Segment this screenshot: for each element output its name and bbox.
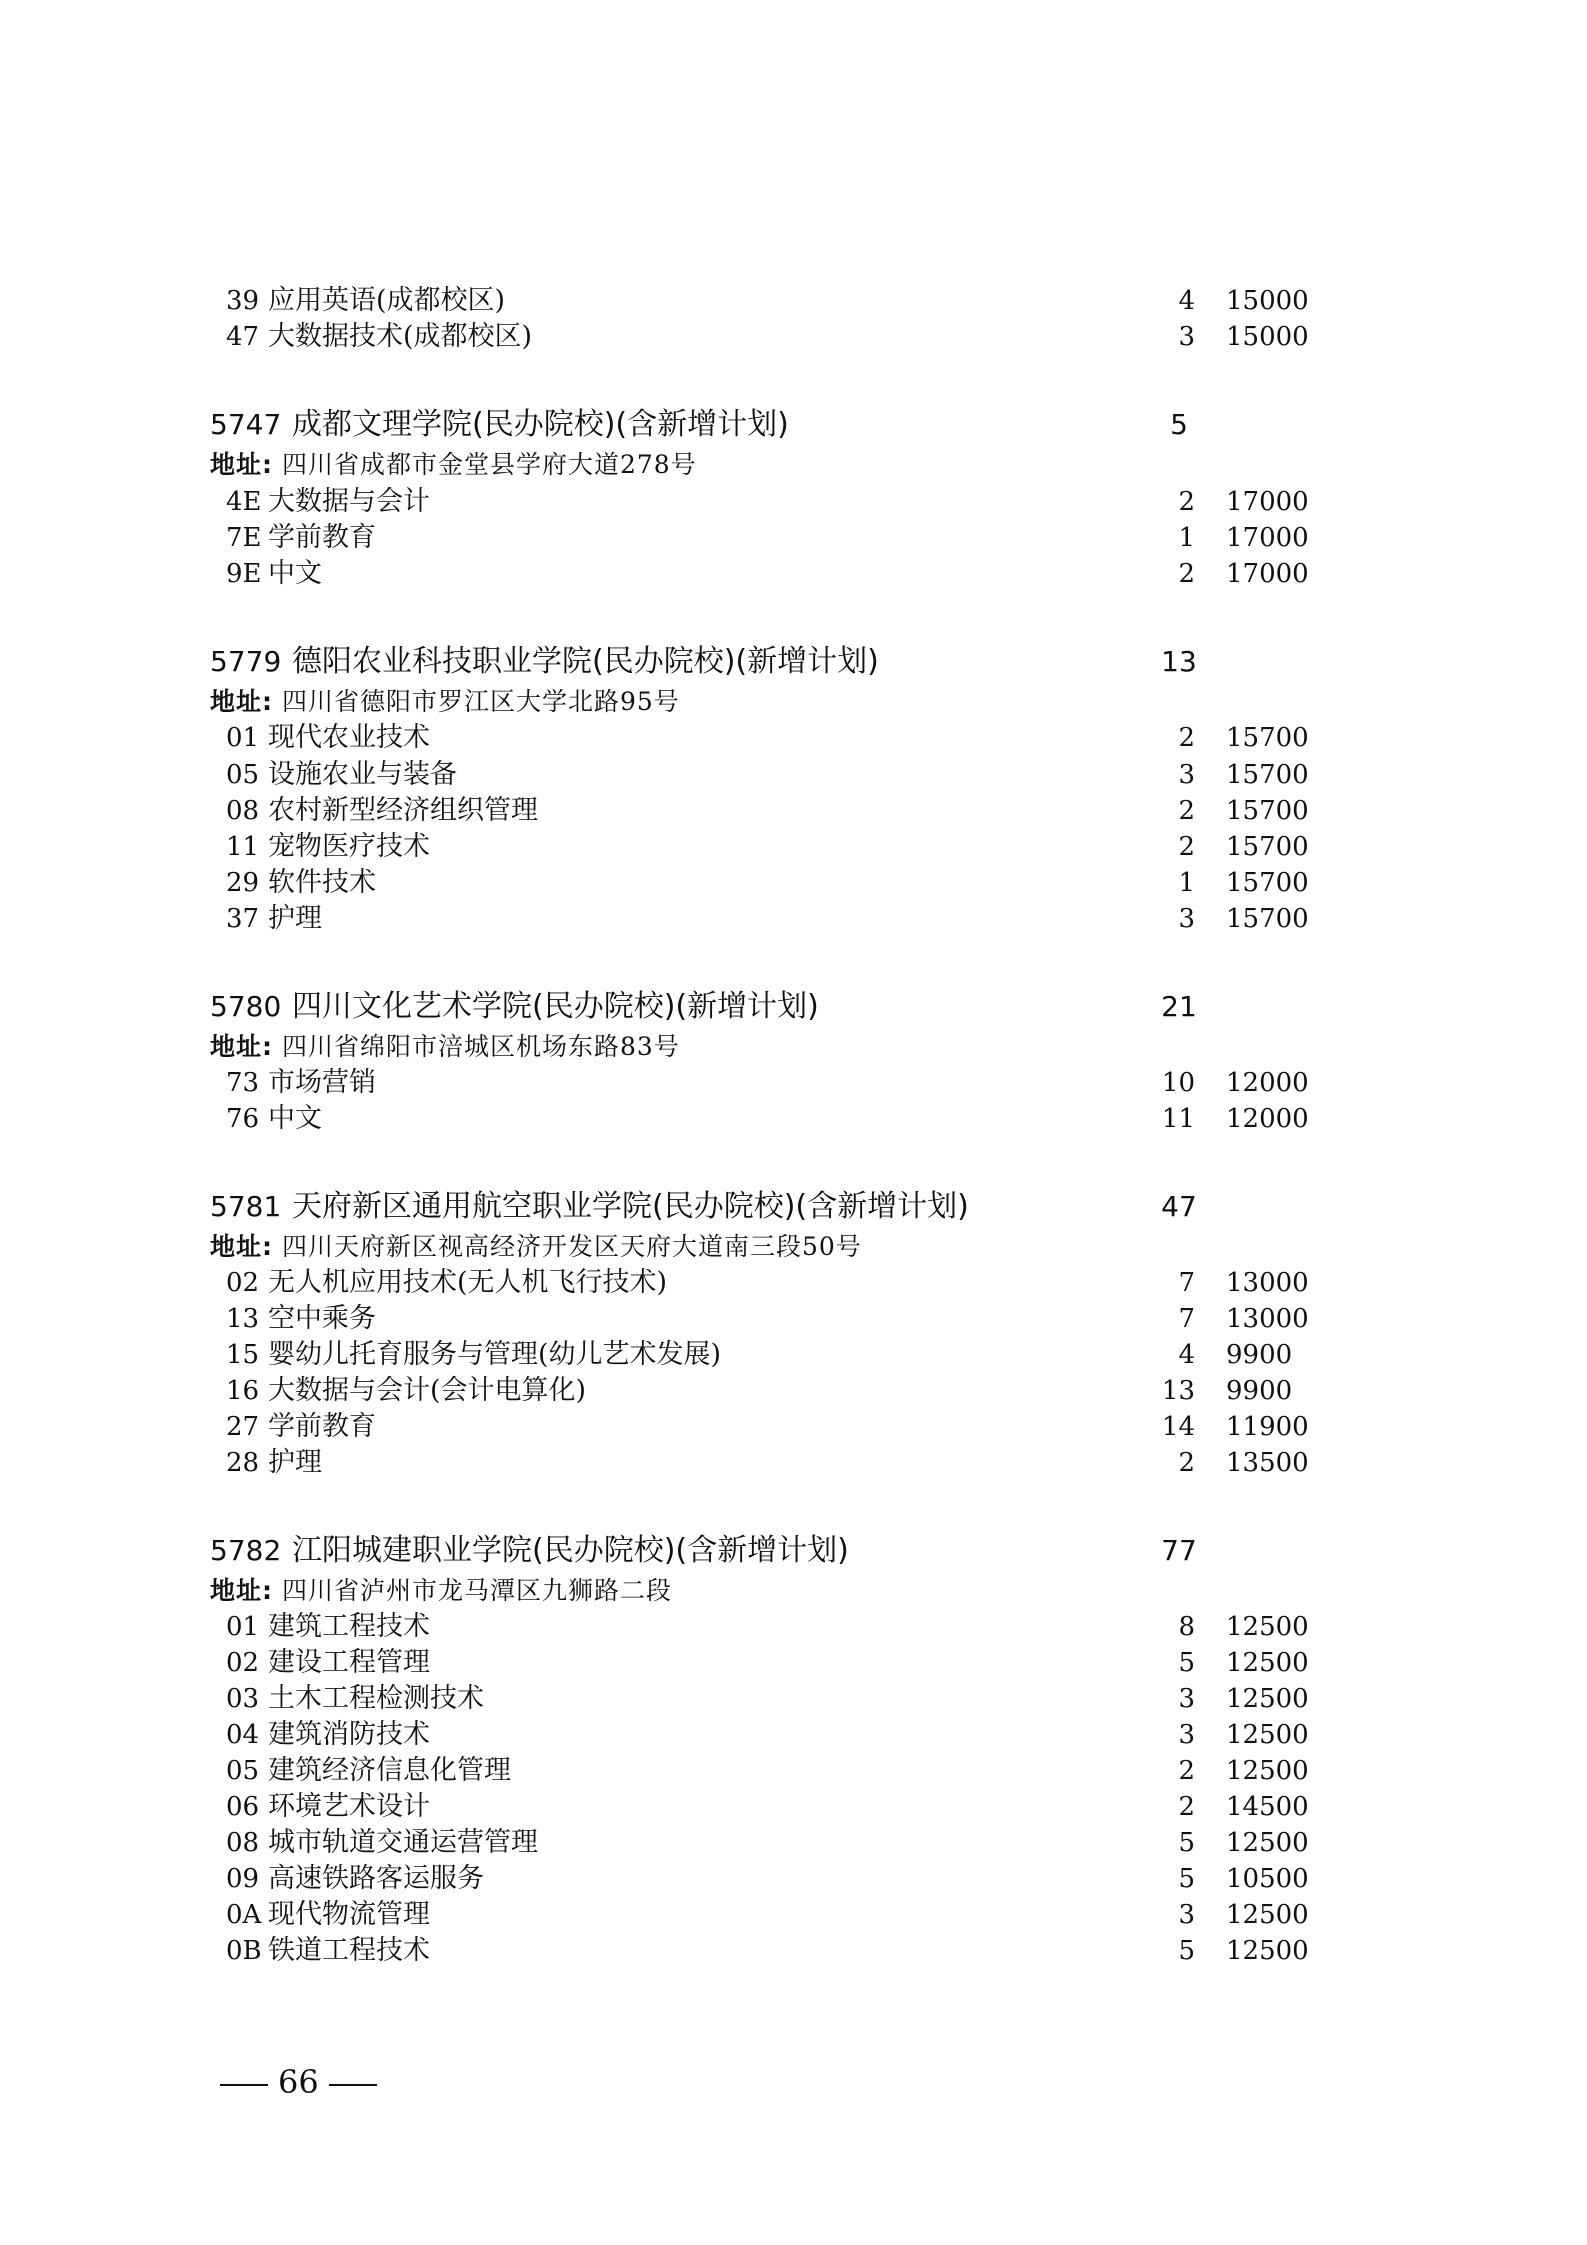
major-code: 28 (226, 1448, 260, 1478)
major-count: 3 (1178, 1720, 1195, 1750)
major-fee: 12500 (1226, 1828, 1309, 1858)
major-fee: 12500 (1226, 1936, 1309, 1966)
major-fee: 12500 (1226, 1900, 1309, 1930)
major-name: 环境艺术设计 (268, 1791, 430, 1822)
major-count: 7 (1178, 1304, 1195, 1334)
table-row (0, 1717, 1587, 1753)
school-name: 成都文理学院(民办院校)(含新增计划) (292, 407, 789, 442)
table-row (0, 520, 1587, 556)
major-count: 5 (1178, 1864, 1195, 1894)
major-code: 27 (226, 1412, 260, 1442)
major-code: 09 (226, 1864, 260, 1894)
major-count: 4 (1178, 286, 1195, 316)
major-name: 软件技术 (268, 867, 376, 898)
major-code: 47 (226, 322, 260, 352)
major-fee: 12500 (1226, 1720, 1309, 1750)
table-row (0, 901, 1587, 937)
major-name: 无人机应用技术(无人机飞行技术) (268, 1267, 668, 1298)
address-text: 四川省成都市金堂县学府大道278号 (281, 450, 697, 479)
major-fee: 12500 (1226, 1648, 1309, 1678)
table-row (0, 829, 1587, 865)
major-code: 4E (226, 487, 262, 517)
table-row (0, 1101, 1587, 1137)
school-name: 天府新区通用航空职业学院(民办院校)(含新增计划) (292, 1189, 969, 1224)
major-code: 11 (226, 832, 260, 862)
table-row (0, 1445, 1587, 1481)
major-name: 宠物医疗技术 (268, 831, 430, 862)
address-label: 地址: (210, 1032, 273, 1061)
footer-dash-right (329, 2084, 377, 2086)
school-header (210, 1529, 1510, 1573)
major-code: 05 (226, 1756, 260, 1786)
major-count: 5 (1178, 1936, 1195, 1966)
school-address (210, 1573, 672, 1609)
major-code: 16 (226, 1376, 260, 1406)
address-text: 四川省绵阳市涪城区机场东路83号 (281, 1032, 680, 1061)
major-fee: 13000 (1226, 1268, 1309, 1298)
school-total: 21 (1161, 990, 1197, 1023)
major-count: 1 (1178, 523, 1195, 553)
major-fee: 15700 (1226, 796, 1309, 826)
major-count: 4 (1178, 1340, 1195, 1370)
address-text: 四川省泸州市龙马潭区九狮路二段 (281, 1576, 672, 1605)
major-name: 学前教育 (268, 1411, 376, 1442)
table-row (0, 1789, 1587, 1825)
table-row (0, 1065, 1587, 1101)
address-text: 四川省德阳市罗江区大学北路95号 (281, 687, 680, 716)
major-count: 13 (1161, 1376, 1195, 1406)
major-fee: 15700 (1226, 904, 1309, 934)
major-fee: 17000 (1226, 559, 1309, 589)
major-name: 建筑工程技术 (268, 1611, 430, 1642)
footer-dash-left (220, 2084, 268, 2086)
table-row (0, 1337, 1587, 1373)
major-count: 3 (1178, 904, 1195, 934)
school-address (210, 447, 697, 483)
major-name: 护理 (268, 903, 322, 934)
table-row (0, 1753, 1587, 1789)
table-row (0, 556, 1587, 592)
school-header (210, 640, 1510, 684)
major-code: 7E (226, 523, 262, 553)
major-count: 14 (1161, 1412, 1195, 1442)
major-code: 13 (226, 1304, 260, 1334)
major-code: 37 (226, 904, 260, 934)
school-total: 5 (1170, 408, 1188, 441)
major-name: 土木工程检测技术 (268, 1683, 484, 1714)
major-code: 76 (226, 1104, 260, 1134)
major-code: 9E (226, 559, 262, 589)
table-row (0, 1681, 1587, 1717)
major-code: 39 (226, 286, 260, 316)
major-fee: 12500 (1226, 1756, 1309, 1786)
major-name: 大数据与会计(会计电算化) (268, 1375, 587, 1406)
major-name: 现代物流管理 (268, 1899, 430, 1930)
major-name: 城市轨道交通运营管理 (268, 1827, 538, 1858)
major-name: 高速铁路客运服务 (268, 1863, 484, 1894)
major-code: 08 (226, 1828, 260, 1858)
major-code: 01 (226, 1612, 260, 1642)
school-code: 5781 (210, 1190, 282, 1223)
major-count: 10 (1161, 1068, 1195, 1098)
major-count: 3 (1178, 1900, 1195, 1930)
address-text: 四川天府新区视高经济开发区天府大道南三段50号 (281, 1232, 862, 1261)
major-code: 03 (226, 1684, 260, 1714)
major-fee: 14500 (1226, 1792, 1309, 1822)
table-row (0, 1301, 1587, 1337)
major-code: 73 (226, 1068, 260, 1098)
table-row (0, 1897, 1587, 1933)
major-code: 05 (226, 760, 260, 790)
major-count: 2 (1178, 832, 1195, 862)
school-header (210, 985, 1510, 1029)
major-fee: 15700 (1226, 723, 1309, 753)
major-fee: 12500 (1226, 1612, 1309, 1642)
major-fee: 12000 (1226, 1104, 1309, 1134)
major-count: 5 (1178, 1828, 1195, 1858)
major-fee: 10500 (1226, 1864, 1309, 1894)
major-count: 2 (1178, 796, 1195, 826)
major-name: 大数据与会计 (268, 486, 430, 517)
major-count: 2 (1178, 1792, 1195, 1822)
table-row (0, 1645, 1587, 1681)
major-name: 设施农业与装备 (268, 759, 457, 790)
major-count: 8 (1178, 1612, 1195, 1642)
school-code: 5780 (210, 990, 282, 1023)
address-label: 地址: (210, 1232, 273, 1261)
major-count: 2 (1178, 723, 1195, 753)
table-row (0, 865, 1587, 901)
major-fee: 15000 (1226, 322, 1309, 352)
major-fee: 15700 (1226, 868, 1309, 898)
major-name: 婴幼儿托育服务与管理(幼儿艺术发展) (268, 1339, 722, 1370)
major-count: 2 (1178, 1756, 1195, 1786)
table-row (0, 1409, 1587, 1445)
major-name: 市场营销 (268, 1067, 376, 1098)
major-name: 大数据技术(成都校区) (268, 321, 533, 352)
major-code: 15 (226, 1340, 260, 1370)
table-row (0, 1609, 1587, 1645)
major-fee: 15700 (1226, 832, 1309, 862)
major-code: 04 (226, 1720, 260, 1750)
major-fee: 17000 (1226, 487, 1309, 517)
major-name: 中文 (268, 1103, 322, 1134)
major-fee: 9900 (1226, 1376, 1293, 1406)
school-code: 5782 (210, 1534, 282, 1567)
major-name: 护理 (268, 1447, 322, 1478)
major-name: 现代农业技术 (268, 722, 430, 753)
table-row (0, 720, 1587, 756)
table-row (0, 793, 1587, 829)
major-count: 5 (1178, 1648, 1195, 1678)
major-name: 中文 (268, 558, 322, 589)
school-name: 江阳城建职业学院(民办院校)(含新增计划) (292, 1533, 849, 1568)
major-code: 01 (226, 723, 260, 753)
major-name: 学前教育 (268, 522, 376, 553)
major-count: 2 (1178, 1448, 1195, 1478)
major-fee: 12500 (1226, 1684, 1309, 1714)
page-number: 66 (278, 2063, 319, 2101)
table-row (0, 1861, 1587, 1897)
school-address (210, 684, 680, 720)
table-row (0, 319, 1587, 355)
major-name: 农村新型经济组织管理 (268, 795, 538, 826)
major-code: 06 (226, 1792, 260, 1822)
major-name: 建筑消防技术 (268, 1719, 430, 1750)
school-code: 5779 (210, 645, 282, 678)
major-fee: 9900 (1226, 1340, 1293, 1370)
page-footer (210, 2062, 387, 2102)
major-code: 02 (226, 1268, 260, 1298)
major-fee: 12000 (1226, 1068, 1309, 1098)
major-count: 1 (1178, 868, 1195, 898)
major-count: 2 (1178, 559, 1195, 589)
school-name: 德阳农业科技职业学院(民办院校)(新增计划) (292, 644, 879, 679)
school-header (210, 1185, 1510, 1229)
table-row (0, 1933, 1587, 1969)
school-total: 13 (1161, 645, 1197, 678)
major-name: 应用英语(成都校区) (268, 285, 506, 316)
major-code: 08 (226, 796, 260, 826)
table-row (0, 1265, 1587, 1301)
table-row (0, 283, 1587, 319)
major-count: 3 (1178, 1684, 1195, 1714)
major-name: 建设工程管理 (268, 1647, 430, 1678)
major-count: 3 (1178, 760, 1195, 790)
school-code: 5747 (210, 408, 282, 441)
address-label: 地址: (210, 687, 273, 716)
major-name: 铁道工程技术 (268, 1935, 430, 1966)
school-address (210, 1229, 862, 1265)
table-row (0, 484, 1587, 520)
major-fee: 11900 (1226, 1412, 1309, 1442)
major-code: 02 (226, 1648, 260, 1678)
major-count: 3 (1178, 322, 1195, 352)
major-code: 0B (226, 1936, 262, 1966)
major-code: 0A (226, 1900, 262, 1930)
major-code: 29 (226, 868, 260, 898)
major-count: 11 (1161, 1104, 1195, 1134)
address-label: 地址: (210, 450, 273, 479)
table-row (0, 1825, 1587, 1861)
major-name: 空中乘务 (268, 1303, 376, 1334)
school-total: 47 (1161, 1190, 1197, 1223)
table-row (0, 757, 1587, 793)
address-label: 地址: (210, 1576, 273, 1605)
school-name: 四川文化艺术学院(民办院校)(新增计划) (292, 989, 819, 1024)
school-address (210, 1029, 680, 1065)
major-fee: 15700 (1226, 760, 1309, 790)
major-count: 7 (1178, 1268, 1195, 1298)
school-header (210, 403, 1510, 447)
major-fee: 13500 (1226, 1448, 1309, 1478)
major-fee: 13000 (1226, 1304, 1309, 1334)
major-fee: 15000 (1226, 286, 1309, 316)
major-name: 建筑经济信息化管理 (268, 1755, 511, 1786)
major-count: 2 (1178, 487, 1195, 517)
school-total: 77 (1161, 1534, 1197, 1567)
major-fee: 17000 (1226, 523, 1309, 553)
table-row (0, 1373, 1587, 1409)
